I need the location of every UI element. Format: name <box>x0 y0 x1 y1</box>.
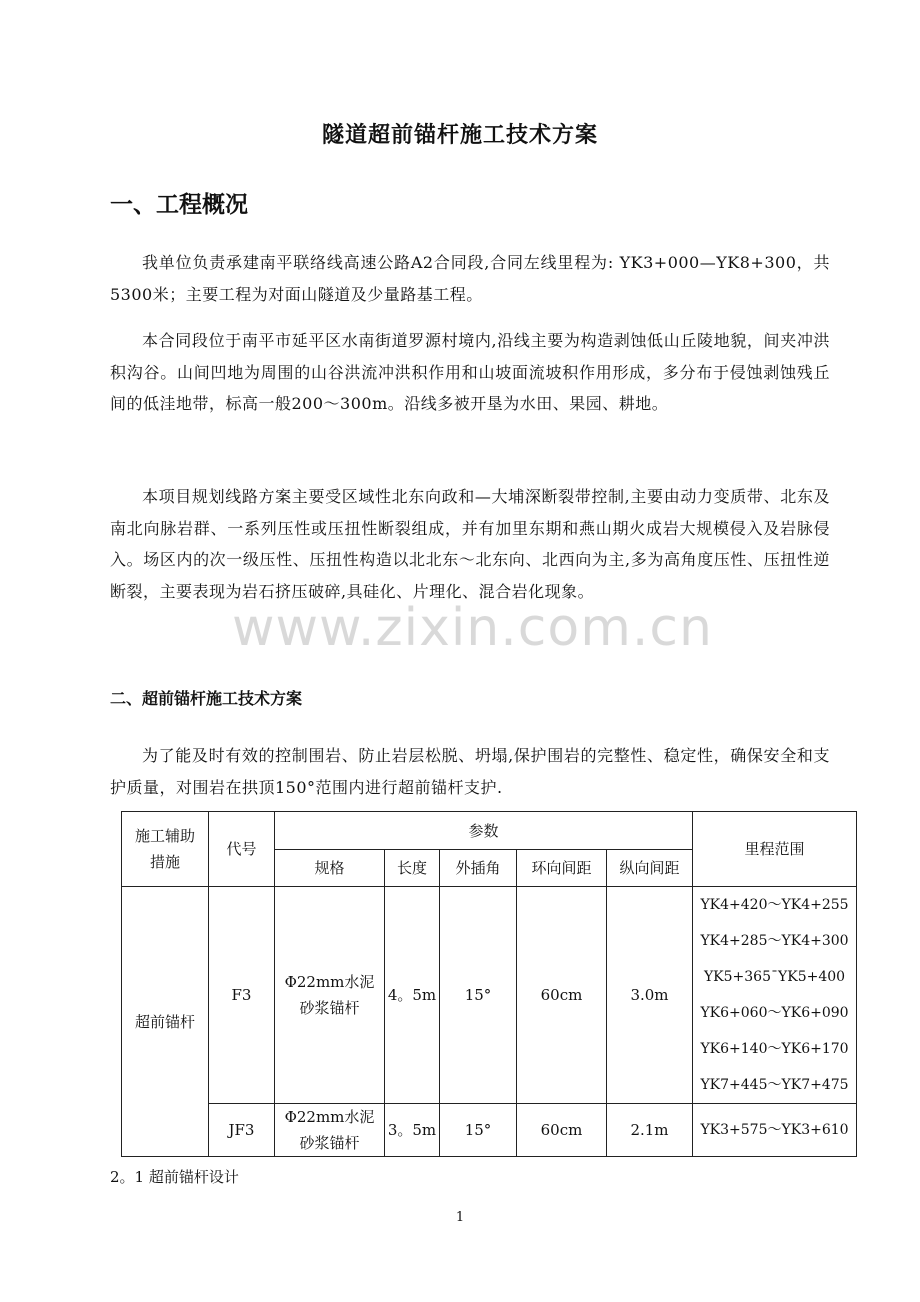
ring-spacing-cell: 60cm <box>517 1104 607 1157</box>
range-line: YK5+365ˉYK5+400 <box>703 969 846 985</box>
angle-cell: 15° <box>440 887 517 1104</box>
table-row <box>122 1104 857 1157</box>
range-line: YK6+060～YK6+090 <box>700 1005 849 1021</box>
watermark: www.zixin.com.cn <box>232 598 713 658</box>
range-line: YK4+420～YK4+255 <box>700 897 849 913</box>
header-length: 长度 <box>385 850 440 887</box>
plan-paragraph-1: 为了能及时有效的控制围岩、防止岩层松脱、坍塌,保护围岩的完整性、稳定性，确保安全和支护质量，对围岩在拱顶150°范围内进行超前锚杆支护. <box>110 746 830 797</box>
length-cell: 4。5m <box>385 887 440 1104</box>
length-cell: 3。5m <box>385 1104 440 1157</box>
ring-spacing-cell: 60cm <box>517 887 607 1104</box>
overview-paragraph-1: 我单位负责承建南平联络线高速公路A2合同段,合同左线里程为: YK3+000—YK8+300，共5300米；主要工程为对面山隧道及少量路基工程。 <box>110 253 830 304</box>
table-header-row <box>122 812 857 850</box>
header-range: 里程范围 <box>693 812 857 887</box>
long-spacing-cell: 2.1m <box>607 1104 693 1157</box>
header-params: 参数 <box>275 812 693 850</box>
subsection-heading: 2。1 超前锚杆设计 <box>110 1168 239 1186</box>
spec-cell: Φ22mm水泥 砂浆锚杆 <box>275 1104 385 1157</box>
header-spec: 规格 <box>275 850 385 887</box>
angle-cell: 15° <box>440 1104 517 1157</box>
header-measure: 施工辅助 措施 <box>122 812 209 887</box>
overview-paragraph-3: 本项目规划线路方案主要受区域性北东向政和—大埔深断裂带控制,主要由动力变质带、北东及南北向脉岩群、一系列压性或压扭性断裂组成，并有加里东期和燕山期火成岩大规模侵入及岩脉侵入。场区内的次一级压性、压扭性构造以北北东～北东向、北西向为主,多为高角度压性、压扭性逆断裂，主要表现为岩石挤压破碎,具硅化、片理化、混合岩化现象。 <box>110 487 830 601</box>
header-angle: 外插角 <box>440 850 517 887</box>
range-line: YK7+445～YK7+475 <box>700 1077 849 1093</box>
range-line: YK3+575～YK3+610 <box>700 1122 849 1138</box>
code-cell: F3 <box>209 887 275 1104</box>
header-code: 代号 <box>209 812 275 887</box>
spec-cell: Φ22mm水泥 砂浆锚杆 <box>275 887 385 1104</box>
code-cell: JF3 <box>209 1104 275 1157</box>
document-title: 隧道超前锚杆施工技术方案 <box>321 122 598 148</box>
anchor-spec-table <box>121 811 857 1157</box>
range-line: YK4+285～YK4+300 <box>700 933 849 949</box>
measure-cell: 超前锚杆 <box>122 887 209 1157</box>
range-line: YK6+140～YK6+170 <box>700 1041 849 1057</box>
range-cell <box>693 887 857 1104</box>
section-heading-plan: 二、超前锚杆施工技术方案 <box>110 689 303 708</box>
header-ring-spacing: 环向间距 <box>517 850 607 887</box>
section-heading-overview: 一、工程概况 <box>110 192 248 218</box>
header-long-spacing: 纵向间距 <box>607 850 693 887</box>
long-spacing-cell: 3.0m <box>607 887 693 1104</box>
table-row <box>122 887 857 1104</box>
page-number: 1 <box>455 1210 465 1225</box>
range-cell <box>693 1104 857 1157</box>
overview-paragraph-2: 本合同段位于南平市延平区水南街道罗源村境内,沿线主要为构造剥蚀低山丘陵地貌，间夹冲洪积沟谷。山间凹地为周围的山谷洪流冲洪积作用和山坡面流坡积作用形成，多分布于侵蚀剥蚀残丘间的低洼地带，标高一般200～300m。沿线多被开垦为水田、果园、耕地。 <box>110 331 830 413</box>
